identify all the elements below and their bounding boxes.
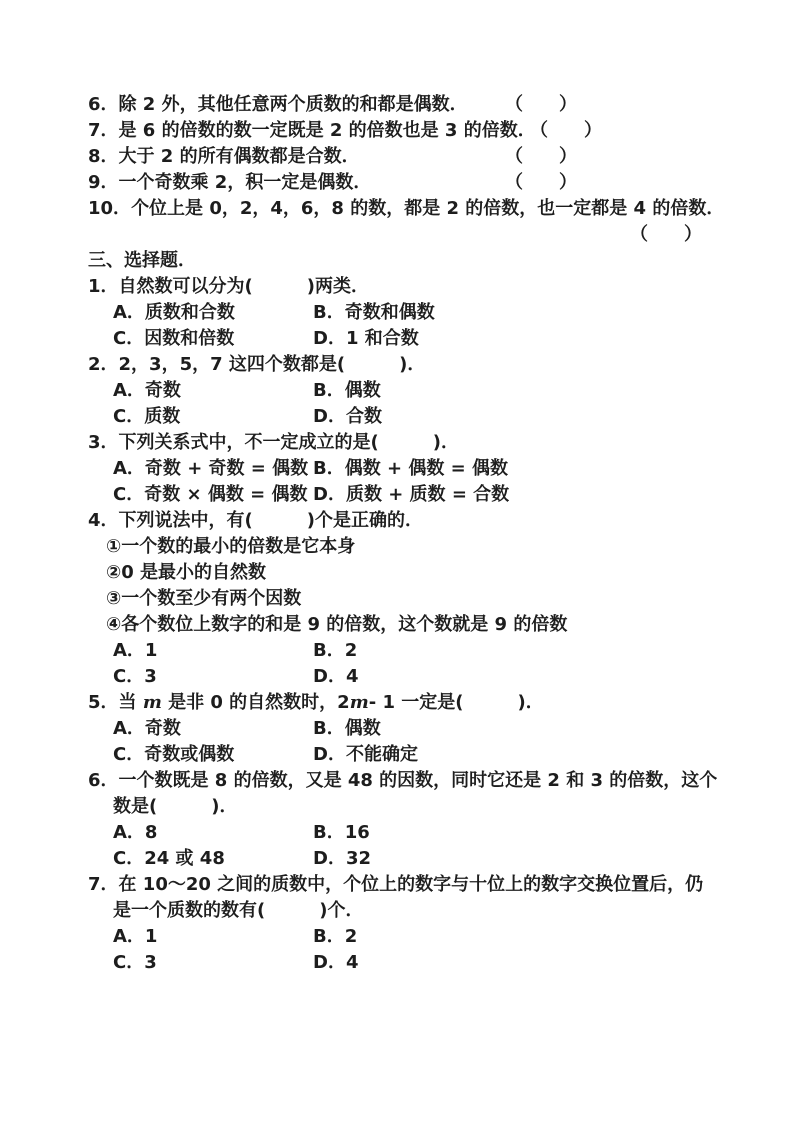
- answer-bracket: （ ）: [530, 120, 602, 141]
- question-text: - 1 一定是( )．: [368, 692, 544, 713]
- question-number: 10．: [88, 198, 132, 219]
- choice-question-2-stem: [88, 352, 748, 378]
- choice-question-4-statement-3: [88, 586, 748, 612]
- judge-question-10-bracket-line: [88, 222, 748, 248]
- option-d: D．32: [313, 848, 371, 869]
- answer-bracket: （ ）: [505, 146, 577, 167]
- section-heading-text: 三、选择题．: [88, 250, 196, 271]
- question-number: 1．: [88, 276, 119, 297]
- judge-question-7: [88, 118, 748, 144]
- choice-question-2-options-row-1: [88, 378, 748, 404]
- option-d: D．合数: [313, 406, 382, 427]
- question-number: 9．: [88, 172, 119, 193]
- statement-text: ②0 是最小的自然数: [106, 562, 267, 583]
- option-c: C．3: [113, 952, 157, 973]
- answer-bracket: （ ）: [630, 224, 702, 245]
- question-number: 6．: [88, 770, 119, 791]
- question-text: 一个数既是 8 的倍数，又是 48 的因数，同时它还是 2 和 3 的倍数，这个: [118, 770, 718, 791]
- option-d: D．1 和合数: [313, 328, 419, 349]
- choice-question-6-stem-line-1: [88, 768, 748, 794]
- option-b: B．偶数: [313, 380, 381, 401]
- option-a: A．奇数 + 奇数 = 偶数: [113, 458, 309, 479]
- judge-question-8: [88, 144, 748, 170]
- choice-question-1-options-row-1: [88, 300, 748, 326]
- question-text: 下列关系式中，不一定成立的是( )．: [118, 432, 459, 453]
- question-number: 7．: [88, 120, 119, 141]
- option-a: A．奇数: [113, 718, 181, 739]
- choice-question-1-options-row-2: [88, 326, 748, 352]
- math-variable: m: [349, 692, 369, 713]
- question-text: 大于 2 的所有偶数都是合数．: [118, 146, 360, 167]
- choice-question-7-options-row-1: [88, 924, 748, 950]
- question-text: 数是( )．: [113, 796, 238, 817]
- option-b: B．奇数和偶数: [313, 302, 435, 323]
- option-b: B．2: [313, 926, 358, 947]
- answer-bracket: （ ）: [505, 172, 577, 193]
- option-a: A．1: [113, 640, 158, 661]
- question-number: 6．: [88, 94, 119, 115]
- question-text: 是 6 的倍数的数一定既是 2 的倍数也是 3 的倍数．: [118, 120, 536, 141]
- choice-question-6-stem-line-2: [88, 794, 748, 820]
- option-d: D．4: [313, 952, 359, 973]
- question-number: 4．: [88, 510, 119, 531]
- question-text: 下列说法中，有( )个是正确的．: [118, 510, 423, 531]
- question-text: 除 2 外，其他任意两个质数的和都是偶数．: [118, 94, 468, 115]
- question-text: 当: [118, 692, 143, 713]
- choice-question-3-options-row-1: [88, 456, 748, 482]
- judge-question-10: [88, 196, 748, 222]
- question-number: 3．: [88, 432, 119, 453]
- judge-question-6: [88, 92, 748, 118]
- question-text: 是一个质数的数有( )个．: [113, 900, 364, 921]
- option-b: B．偶数 + 偶数 = 偶数: [313, 458, 508, 479]
- option-b: B．16: [313, 822, 370, 843]
- answer-bracket: （ ）: [505, 94, 577, 115]
- worksheet-content: [88, 92, 748, 976]
- statement-text: ①一个数的最小的倍数是它本身: [106, 536, 356, 557]
- option-c: C．3: [113, 666, 157, 687]
- section-heading-choice: [88, 248, 748, 274]
- option-a: A．1: [113, 926, 158, 947]
- question-text: 自然数可以分为( )两类．: [118, 276, 369, 297]
- choice-question-4-options-row-1: [88, 638, 748, 664]
- statement-text: ③一个数至少有两个因数: [106, 588, 302, 609]
- choice-question-7-stem-line-2: [88, 898, 748, 924]
- choice-question-4-statement-4: [88, 612, 748, 638]
- question-number: 8．: [88, 146, 119, 167]
- option-c: C．24 或 48: [113, 848, 225, 869]
- question-text: 一个奇数乘 2，积一定是偶数．: [118, 172, 372, 193]
- option-d: D．4: [313, 666, 359, 687]
- choice-question-1-stem: [88, 274, 748, 300]
- choice-question-4-statement-1: [88, 534, 748, 560]
- option-a: A．质数和合数: [113, 302, 235, 323]
- option-b: B．偶数: [313, 718, 381, 739]
- choice-question-4-options-row-2: [88, 664, 748, 690]
- option-c: C．奇数或偶数: [113, 744, 235, 765]
- choice-question-2-options-row-2: [88, 404, 748, 430]
- question-number: 7．: [88, 874, 119, 895]
- choice-question-6-options-row-2: [88, 846, 748, 872]
- option-d: D．不能确定: [313, 744, 418, 765]
- judge-question-9: [88, 170, 748, 196]
- choice-question-3-options-row-2: [88, 482, 748, 508]
- choice-question-4-statement-2: [88, 560, 748, 586]
- option-a: A．8: [113, 822, 158, 843]
- question-number: 5．: [88, 692, 119, 713]
- math-variable: m: [142, 692, 162, 713]
- option-c: C．因数和倍数: [113, 328, 235, 349]
- option-c: C．质数: [113, 406, 181, 427]
- choice-question-7-options-row-2: [88, 950, 748, 976]
- question-number: 2．: [88, 354, 119, 375]
- choice-question-7-stem-line-1: [88, 872, 748, 898]
- option-a: A．奇数: [113, 380, 181, 401]
- question-text: 在 10～20 之间的质数中，个位上的数字与十位上的数字交换位置后，仍: [118, 874, 704, 895]
- choice-question-5-options-row-2: [88, 742, 748, 768]
- question-text: 是非 0 的自然数时，2: [161, 692, 350, 713]
- question-text: 个位上是 0，2，4，6，8 的数，都是 2 的倍数，也一定都是 4 的倍数．: [131, 198, 725, 219]
- question-text: 2，3，5，7 这四个数都是( )．: [118, 354, 426, 375]
- choice-question-5-stem: [88, 690, 748, 716]
- option-c: C．奇数 × 偶数 = 偶数: [113, 484, 308, 505]
- option-b: B．2: [313, 640, 358, 661]
- choice-question-4-stem: [88, 508, 748, 534]
- choice-question-6-options-row-1: [88, 820, 748, 846]
- option-d: D．质数 + 质数 = 合数: [313, 484, 510, 505]
- choice-question-5-options-row-1: [88, 716, 748, 742]
- choice-question-3-stem: [88, 430, 748, 456]
- statement-text: ④各个数位上数字的和是 9 的倍数，这个数就是 9 的倍数: [106, 614, 568, 635]
